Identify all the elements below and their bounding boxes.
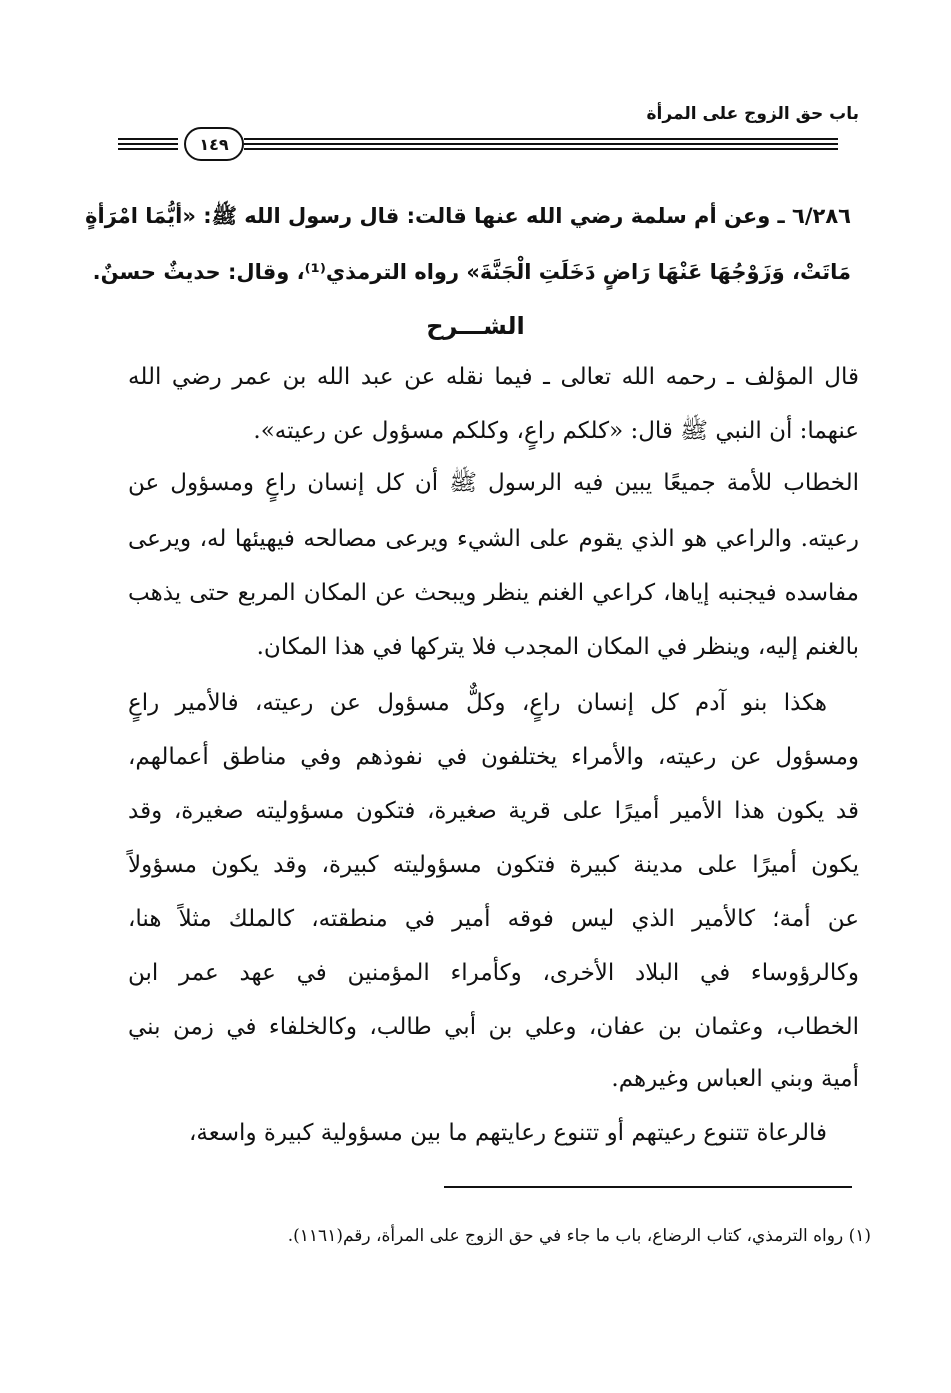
body-line: بالغنم إليه، وينظر في المكان المجدب فلا يتركها في هذا المكان. (256, 634, 859, 660)
body-line: هكذا بنو آدم كل إنسان راعٍ، وكلٌّ مسؤول عن رعيته، فالأمير راعٍ (128, 690, 827, 716)
body-line: أمية وبني العباس وغيرهم. (611, 1066, 859, 1092)
footnote: (١) رواه الترمذي، كتاب الرضاع، باب ما جاء في حق الزوج على المرأة، رقم(١١٦١). (287, 1226, 871, 1246)
page-number: ١٤٩ (184, 127, 244, 161)
body-line: الخطاب، وعثمان بن عفان، وعلي بن أبي طالب، وكالخلفاء في زمن بني (128, 1014, 859, 1040)
body-line: قد يكون هذا الأمير أميرًا على قرية صغيرة، فتكون مسؤوليته صغيرة، وقد (128, 798, 859, 824)
body-line: عنهما: أن النبي ﷺ قال: «كلكم راعٍ، وكلكم مسؤول عن رعيته». (253, 418, 859, 444)
body-line: فالرعاة تتنوع رعيتهم أو تتنوع رعايتهم ما بين مسؤولية كبيرة واسعة، (188, 1120, 827, 1146)
hadith-text (85, 200, 851, 284)
body-line: وكالرؤوساء في البلاد الأخرى، وكأمراء المؤمنين في عهد عمر ابن (128, 960, 859, 986)
body-line: عن أمة؛ كالأمير الذي ليس فوقه أمير في منطقته، كالملك مثلاً هنا، (128, 906, 859, 932)
body-line: الخطاب للأمة جميعًا يبين فيه الرسول ﷺ أن كل إنسان راعٍ ومسؤول عن (128, 470, 859, 496)
chapter-title: باب حق الزوج على المرأة (646, 104, 859, 124)
footnote-divider (444, 1186, 852, 1188)
body-line: ومسؤول عن رعيته، والأمراء يختلفون في نفوذهم وفي مناطق أعمالهم، (128, 744, 859, 770)
body-line: يكون أميرًا على مدينة كبيرة فتكون مسؤوليته كبيرة، وقد يكون مسؤولاً (128, 852, 859, 878)
hadith-line: مَاتَتْ، وَزَوْجُهَا عَنْهَا رَاضٍ دَخَلَتِ الْجَنَّةَ» رواه الترمذي⁽¹⁾، وقال: حديثٌ حسنٌ. (92, 260, 851, 284)
section-heading: الشـــرح (426, 312, 525, 340)
hadith-line: ٦/٢٨٦ ـ وعن أم سلمة رضي الله عنها قالت: قال رسول الله ﷺ: «أيُّمَا امْرَأةٍ (85, 204, 851, 228)
body-line: مفاسده فيجنبه إياها، كراعي الغنم ينظر ويبحث عن المكان المربع حتى يذهب (128, 580, 859, 606)
body-line: قال المؤلف ـ رحمه الله تعالى ـ فيما نقله عن عبد الله بن عمر رضي الله (128, 364, 859, 390)
commentary-body (128, 362, 859, 1146)
body-line: رعيته. والراعي هو الذي يقوم على الشيء ويرعى مصالحه فيهيئها له، ويرعى (128, 526, 859, 552)
